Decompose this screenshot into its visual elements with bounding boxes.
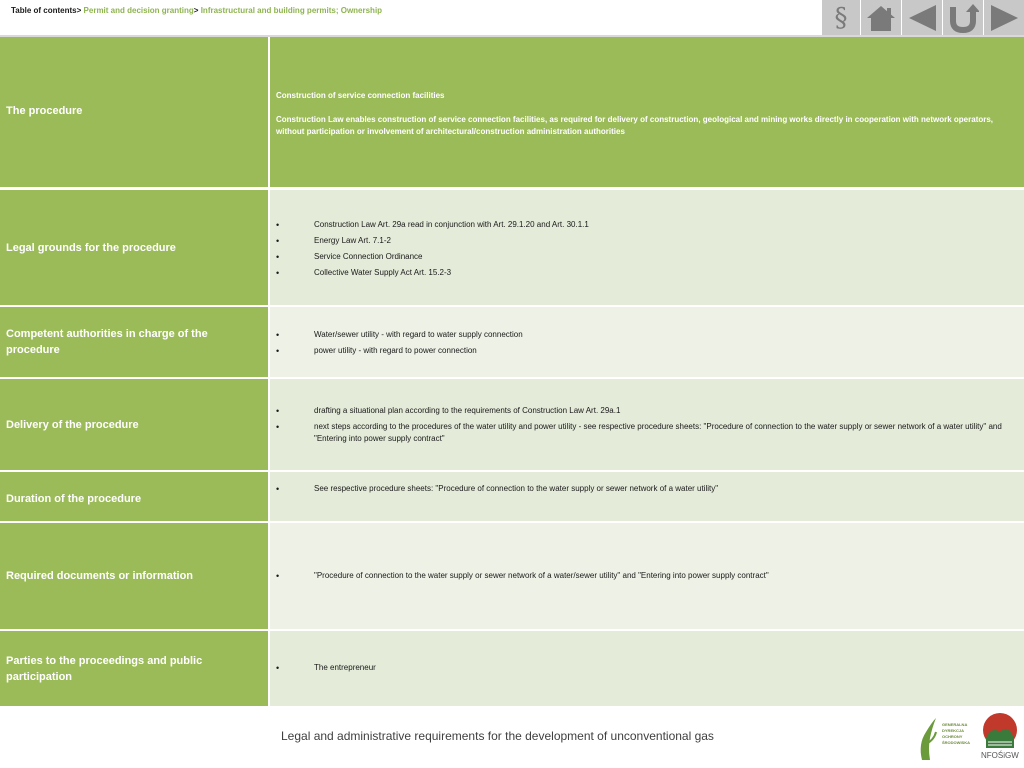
return-icon[interactable] — [943, 0, 983, 36]
row-content — [270, 631, 1024, 706]
home-icon[interactable] — [861, 0, 901, 36]
row-procedure — [0, 37, 1024, 187]
row-label: Delivery of the procedure — [0, 379, 268, 470]
procedure-description: Construction Law enables construction of service connection facilities, as required for delivery of construction, geological and mining works directly in cooperation with network operators, without participation or involvement of architectural/construction administration authorities — [276, 115, 994, 136]
row-label: Required documents or information — [0, 523, 268, 629]
list-item: • power utility - with regard to power connection — [270, 345, 1020, 357]
forward-arrow-icon[interactable] — [984, 0, 1024, 36]
row-content — [270, 472, 1024, 521]
nav-toolbar — [821, 0, 1024, 36]
footer-title: Legal and administrative requirements for the development of unconventional gas — [281, 729, 714, 743]
bullet-list — [270, 662, 1020, 678]
back-arrow-icon[interactable] — [902, 0, 942, 36]
nfosigw-label: NFOŚiGW — [981, 751, 1019, 760]
row-required-documents — [0, 523, 1024, 629]
breadcrumb — [11, 6, 382, 15]
breadcrumb-item-infrastructural[interactable]: Infrastructural and building permits; Ownership — [200, 6, 383, 15]
bullet-list — [270, 219, 1020, 283]
list-item: • drafting a situational plan according to the requirements of Construction Law Art. 29a.1 — [270, 405, 1020, 417]
list-item: • Service Connection Ordinance — [270, 251, 1020, 263]
row-content — [270, 37, 1024, 187]
row-label: The procedure — [0, 37, 268, 187]
list-item: • Construction Law Art. 29a read in conjunction with Art. 29.1.20 and Art. 30.1.1 — [270, 219, 1020, 231]
row-duration — [0, 472, 1024, 521]
row-content — [270, 523, 1024, 629]
list-item: • Energy Law Art. 7.1-2 — [270, 235, 1020, 247]
gdos-logo-icon — [916, 714, 972, 762]
procedure-title: Construction of service connection facilities — [276, 91, 445, 100]
bullet-list — [270, 570, 1020, 586]
list-item: • Water/sewer utility - with regard to water supply connection — [270, 329, 1020, 341]
gdos-logo-line: DYREKCJA — [942, 728, 965, 733]
bullet-list — [270, 329, 1020, 361]
section-symbol: § — [834, 3, 848, 33]
row-delivery — [0, 379, 1024, 470]
breadcrumb-separator: > — [193, 6, 199, 15]
row-label: Duration of the procedure — [0, 472, 268, 521]
row-label: Parties to the proceedings and public participation — [0, 631, 268, 706]
row-legal-grounds — [0, 190, 1024, 305]
list-item: • "Procedure of connection to the water supply or sewer network of a water/sewer utility" and "Entering into power supply contract" — [270, 570, 1020, 582]
row-parties — [0, 631, 1024, 706]
breadcrumb-separator: > — [76, 6, 82, 15]
row-competent-authorities — [0, 307, 1024, 377]
gdos-logo-line: OCHRONY — [942, 734, 963, 739]
gdos-logo-line: GENERALNA — [942, 722, 968, 727]
list-item: • next steps according to the procedures of the water utility and power utility - see respective procedure sheets: "Procedure of connection to the water supply or sewer network of a water utility" and "Entering into power supply contract" — [270, 421, 1020, 445]
list-item: • See respective procedure sheets: "Procedure of connection to the water supply or sewer network of a water utility" — [270, 483, 1020, 495]
row-content — [270, 379, 1024, 470]
bullet-list — [270, 483, 1020, 499]
section-icon[interactable] — [822, 0, 860, 36]
breadcrumb-root[interactable]: Table of contents — [11, 6, 77, 15]
list-item: • Collective Water Supply Act Art. 15.2-3 — [270, 267, 1020, 279]
gdos-logo-line: ŚRODOWISKA — [942, 740, 970, 745]
bullet-list — [270, 405, 1020, 449]
breadcrumb-item-permit[interactable]: Permit and decision granting — [83, 6, 194, 15]
row-content — [270, 190, 1024, 305]
row-label: Competent authorities in charge of the procedure — [0, 307, 268, 377]
row-content — [270, 307, 1024, 377]
procedure-text — [276, 90, 996, 150]
row-label: Legal grounds for the procedure — [0, 190, 268, 305]
list-item: • The entrepreneur — [270, 662, 1020, 674]
